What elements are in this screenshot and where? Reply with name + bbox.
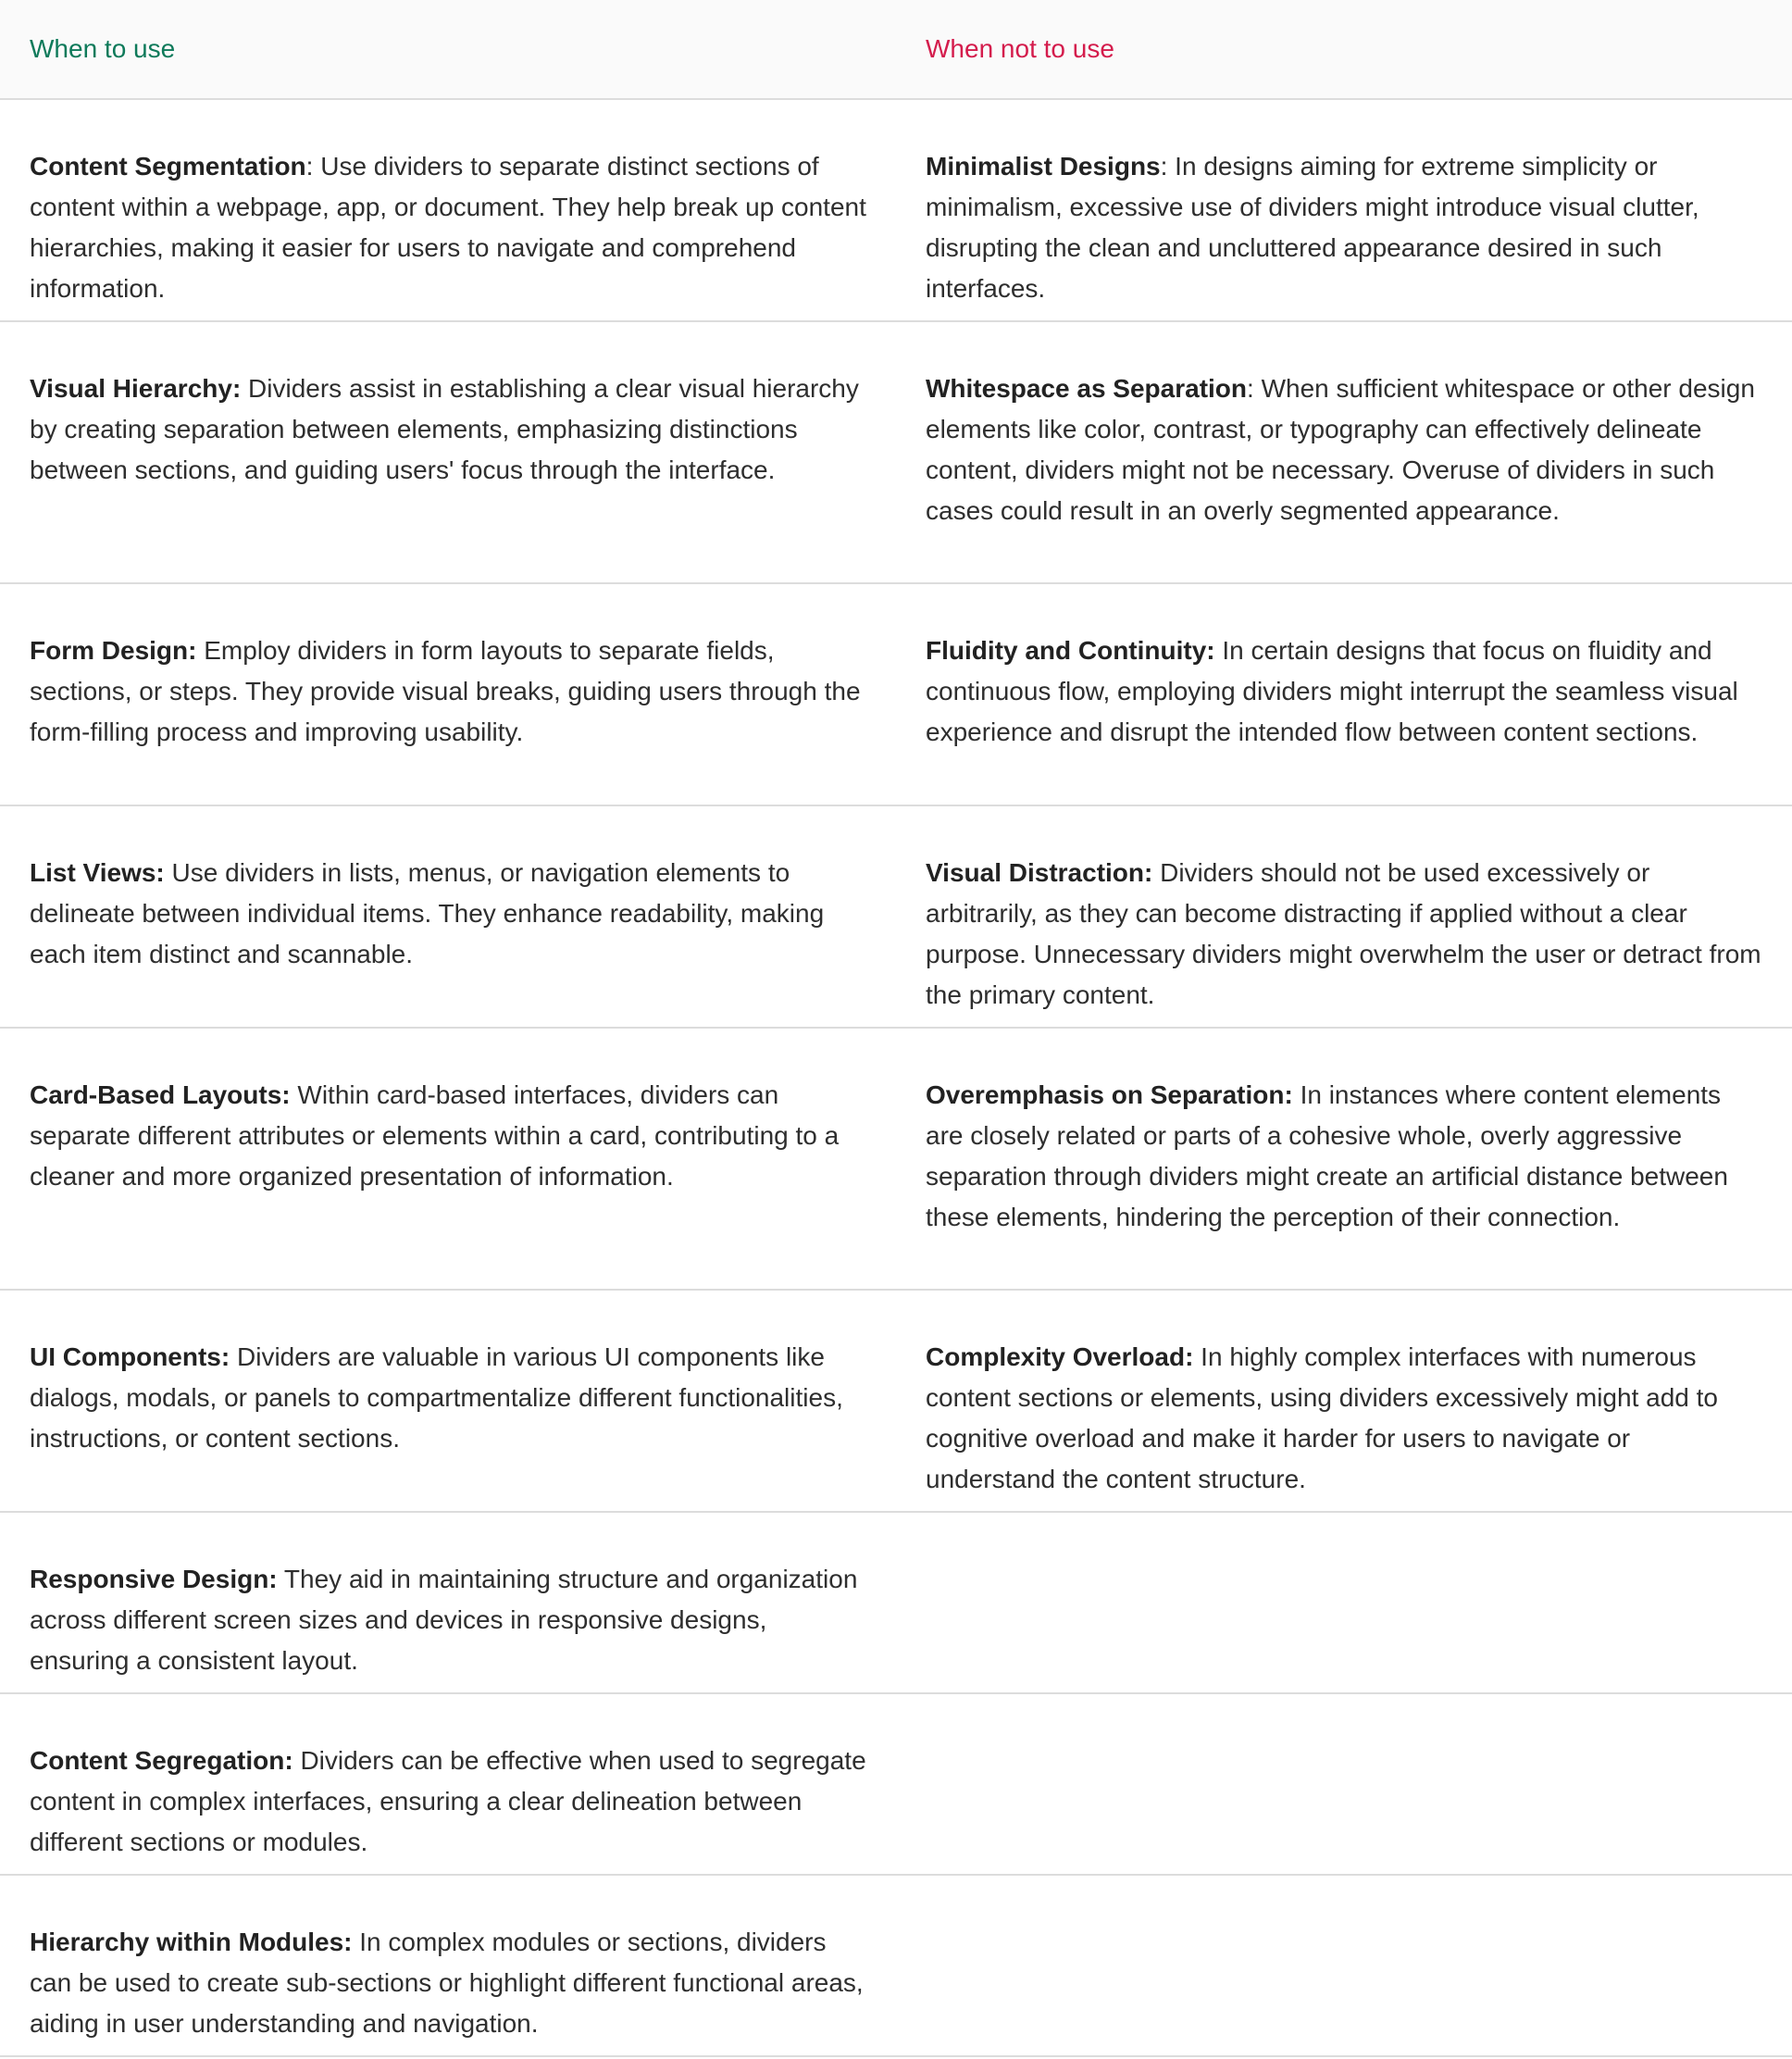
when-to-use-heading: When to use bbox=[0, 0, 896, 99]
cell-body: Dividers should not be used excessively or arbitrarily, as they can become distracting if applied without a clear purpose. Unnecessary dividers might overwhelm the user or detract from the primary content. bbox=[926, 858, 1761, 1009]
when-to-use-cell bbox=[0, 1512, 896, 1693]
table-row bbox=[0, 805, 1792, 1028]
table-row bbox=[0, 1693, 1792, 1875]
cell-body: Dividers can be effective when used to segregate content in complex interfaces, ensuring a clear delineation between different sections or modules. bbox=[30, 1746, 866, 1856]
table-row bbox=[0, 321, 1792, 583]
when-not-to-use-cell bbox=[896, 805, 1792, 1028]
cell-title: Complexity Overload: bbox=[926, 1342, 1194, 1371]
cell-title: Hierarchy within Modules: bbox=[30, 1928, 353, 1956]
cell-title: Content Segregation: bbox=[30, 1746, 293, 1775]
table-row bbox=[0, 583, 1792, 805]
cell-body: In highly complex interfaces with numerous content sections or elements, using dividers excessively might add to cognitive overload and make it harder for users to navigate or understand the content structure. bbox=[926, 1342, 1718, 1493]
table-row bbox=[0, 1028, 1792, 1290]
table-row bbox=[0, 1290, 1792, 1512]
when-not-to-use-cell bbox=[896, 1693, 1792, 1875]
cell-title: Minimalist Designs bbox=[926, 152, 1161, 181]
when-to-use-cell bbox=[0, 1693, 896, 1875]
cell-body: : In designs aiming for extreme simplicity or minimalism, excessive use of dividers might introduce visual clutter, disrupting the clean and uncluttered appearance desired in such interfaces. bbox=[926, 152, 1699, 303]
cell-title: Fluidity and Continuity: bbox=[926, 636, 1215, 665]
when-not-to-use-cell bbox=[896, 321, 1792, 583]
cell-title: UI Components: bbox=[30, 1342, 230, 1371]
cell-body: In certain designs that focus on fluidity and continuous flow, employing dividers might interrupt the seamless visual experience and disrupt the intended flow between content sections. bbox=[926, 636, 1738, 746]
cell-body: Dividers are valuable in various UI components like dialogs, modals, or panels to compartmentalize different functionalities, instructions, or content sections. bbox=[30, 1342, 843, 1453]
cell-body: Employ dividers in form layouts to separate fields, sections, or steps. They provide visual breaks, guiding users through the form-filling process and improving usability. bbox=[30, 636, 861, 746]
when-not-to-use-cell bbox=[896, 1290, 1792, 1512]
table-row bbox=[0, 1512, 1792, 1693]
when-to-use-cell bbox=[0, 805, 896, 1028]
when-to-use-cell bbox=[0, 583, 896, 805]
cell-body: They aid in maintaining structure and organization across different screen sizes and devices in responsive designs, ensuring a consistent layout. bbox=[30, 1565, 858, 1675]
cell-title: List Views: bbox=[30, 858, 165, 887]
when-to-use-cell bbox=[0, 321, 896, 583]
cell-body: : When sufficient whitespace or other design elements like color, contrast, or typography can effectively delineate content, dividers might not be necessary. Overuse of dividers in such cases could result in an overly segmented appearance. bbox=[926, 374, 1755, 525]
cell-body: Use dividers in lists, menus, or navigation elements to delineate between individual items. They enhance readability, making each item distinct and scannable. bbox=[30, 858, 825, 968]
cell-title: Responsive Design: bbox=[30, 1565, 278, 1593]
cell-title: Visual Hierarchy: bbox=[30, 374, 242, 403]
when-to-use-cell bbox=[0, 1875, 896, 2056]
table-row bbox=[0, 1875, 1792, 2056]
cell-title: Form Design: bbox=[30, 636, 197, 665]
cell-body: : Use dividers to separate distinct sections of content within a webpage, app, or document. They help break up content hierarchies, making it easier for users to navigate and comprehend information. bbox=[30, 152, 866, 303]
cell-body: Within card-based interfaces, dividers can separate different attributes or elements within a card, contributing to a cleaner and more organized presentation of information. bbox=[30, 1080, 840, 1191]
when-not-to-use-cell bbox=[896, 99, 1792, 321]
table-header-row bbox=[0, 0, 1792, 99]
cell-title: Card-Based Layouts: bbox=[30, 1080, 291, 1109]
cell-body: Dividers assist in establishing a clear visual hierarchy by creating separation between elements, emphasizing distinctions between sections, and guiding users' focus through the interface. bbox=[30, 374, 859, 484]
when-to-use-cell bbox=[0, 99, 896, 321]
table-row bbox=[0, 99, 1792, 321]
when-not-to-use-cell bbox=[896, 1512, 1792, 1693]
when-not-to-use-cell bbox=[896, 1875, 1792, 2056]
cell-title: Overemphasis on Separation: bbox=[926, 1080, 1293, 1109]
when-not-to-use-cell bbox=[896, 583, 1792, 805]
cell-body: In instances where content elements are closely related or parts of a cohesive whole, overly aggressive separation through dividers might create an artificial distance between these elements, hindering the perception of their connection. bbox=[926, 1080, 1728, 1231]
cell-title: Content Segmentation bbox=[30, 152, 306, 181]
when-to-use-cell bbox=[0, 1290, 896, 1512]
when-to-use-cell bbox=[0, 1028, 896, 1290]
when-not-to-use-heading: When not to use bbox=[896, 0, 1792, 99]
cell-body: In complex modules or sections, dividers can be used to create sub-sections or highlight different functional areas, aiding in user understanding and navigation. bbox=[30, 1928, 864, 2038]
when-not-to-use-cell bbox=[896, 1028, 1792, 1290]
cell-title: Whitespace as Separation bbox=[926, 374, 1248, 403]
cell-title: Visual Distraction: bbox=[926, 858, 1153, 887]
